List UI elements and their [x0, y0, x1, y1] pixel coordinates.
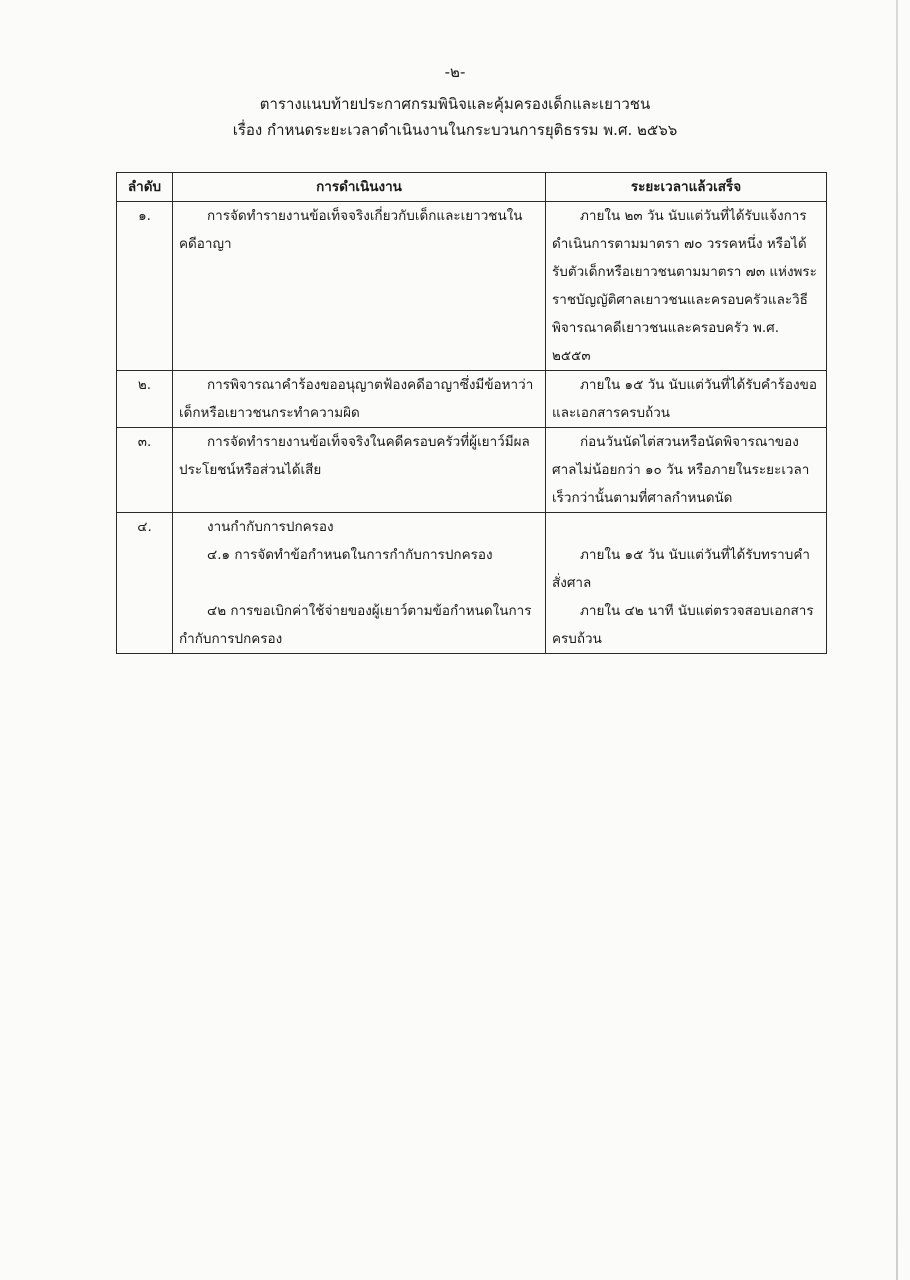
duration-4-1: ภายใน ๑๕ วัน นับแต่วันที่ได้รับทราบคำสั่งศาล [552, 547, 810, 591]
row-duration: ก่อนวันนัดไต่สวนหรือนัดพิจารณาของศาลไม่น้อยกว่า ๑๐ วัน หรือภายในระยะเวลาเร็วกว่านั้นตามที่ศาลกำหนดนัด [546, 428, 827, 513]
row-duration: ภายใน ๒๓ วัน นับแต่วันที่ได้รับแจ้งการดำเนินการตามมาตรา ๗๐ วรรคหนึ่ง หรือได้รับตัวเด็กหรือเยาวชนตามมาตรา ๗๓ แห่งพระราชบัญญัติศาลเยาวชนและครอบครัวและวิธีพิจารณาคดีเยาวชนและครอบครัว พ.ศ. ๒๕๕๓ [546, 202, 827, 371]
row-number: ๑. [117, 202, 173, 371]
row-task: การจัดทำรายงานข้อเท็จจริงเกี่ยวกับเด็กและเยาวชนในคดีอาญา [173, 202, 546, 371]
row-number: ๔. [117, 513, 173, 654]
subtask-4-2: ๔๒ การขอเบิกค่าใช้จ่ายของผู้เยาว์ตามข้อกำหนดในการกำกับการปกครอง [179, 603, 532, 647]
document-subject: เรื่อง กำหนดระยะเวลาดำเนินงานในกระบวนการยุติธรรม พ.ศ. ๒๕๖๖ [232, 121, 678, 139]
table-header-row [117, 173, 827, 202]
header-task: การดำเนินงาน [173, 173, 546, 202]
row-task: งานกำกับการปกครอง [207, 519, 334, 535]
duration-4-2: ภายใน ๔๒ นาที นับแต่ตรวจสอบเอกสารครบถ้วน [552, 603, 814, 647]
table-row [117, 513, 827, 654]
header-duration: ระยะเวลาแล้วเสร็จ [546, 173, 827, 202]
table-row [117, 371, 827, 428]
row-task: การจัดทำรายงานข้อเท็จจริงในคดีครอบครัวที่ผู้เยาว์มีผลประโยชน์หรือส่วนได้เสีย [173, 428, 546, 513]
document-title: ตารางแนบท้ายประกาศกรมพินิจและคุ้มครองเด็กและเยาวชน [259, 95, 651, 113]
subtask-4-1: ๔.๑ การจัดทำข้อกำหนดในการกำกับการปกครอง [207, 547, 493, 563]
row-number: ๓. [117, 428, 173, 513]
spacer [179, 569, 539, 597]
schedule-table [116, 172, 827, 654]
row-task: การพิจารณาคำร้องขออนุญาตฟ้องคดีอาญาซึ่งมีข้อหาว่าเด็กหรือเยาวชนกระทำความผิด [173, 371, 546, 428]
spacer [552, 513, 820, 541]
table-row [117, 428, 827, 513]
header-order: ลำดับ [117, 173, 173, 202]
row-number: ๒. [117, 371, 173, 428]
row-duration-group [546, 513, 827, 654]
page-number: -๒- [444, 63, 466, 81]
row-duration: ภายใน ๑๕ วัน นับแต่วันที่ได้รับคำร้องขอและเอกสารครบถ้วน [546, 371, 827, 428]
row-task-group [173, 513, 546, 654]
page-edge [896, 0, 898, 1280]
table-row [117, 202, 827, 371]
